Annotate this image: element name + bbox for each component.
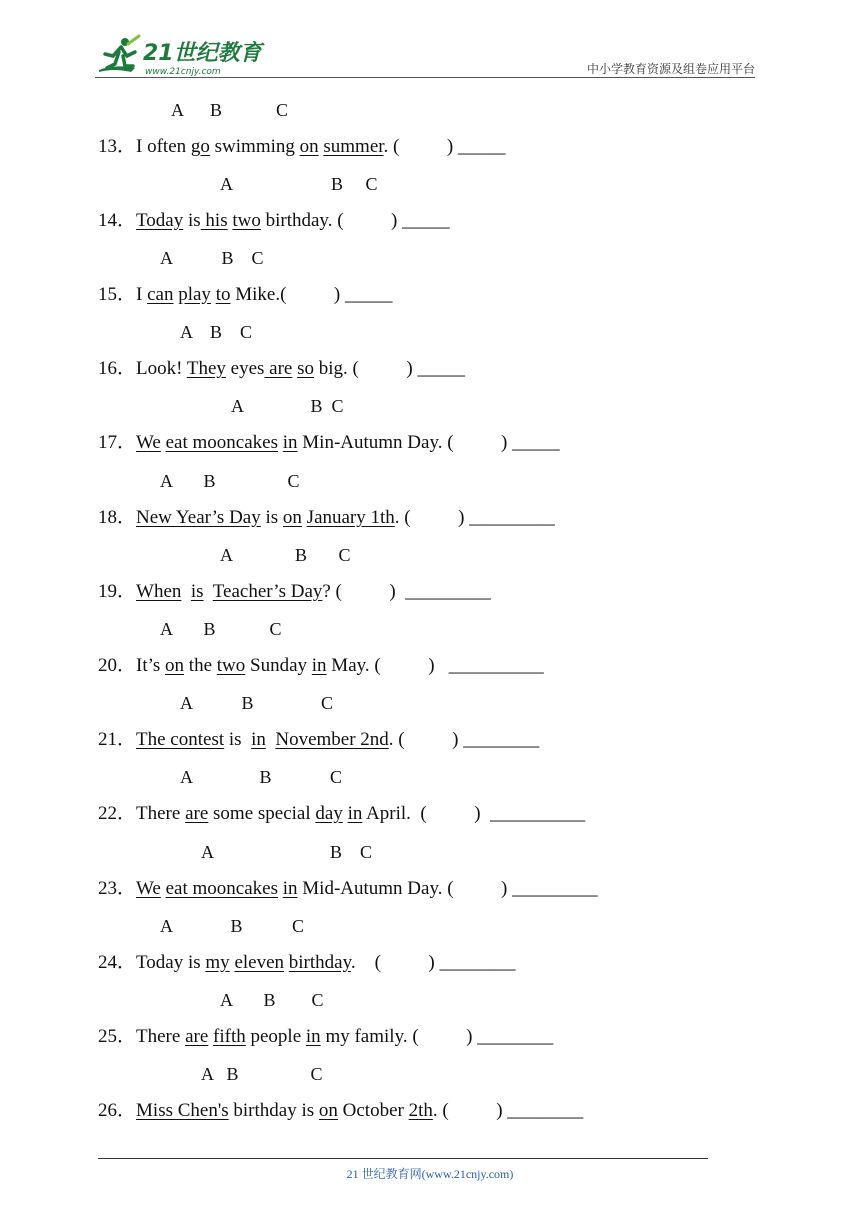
question-text: October bbox=[337, 1100, 409, 1121]
underlined-word: are bbox=[185, 803, 209, 824]
logo-subtext: www.21cnjy.com bbox=[145, 67, 221, 77]
question-line bbox=[98, 803, 585, 825]
question-line bbox=[98, 358, 465, 380]
question-text: some special bbox=[208, 803, 316, 824]
option-letters: A B C bbox=[220, 990, 324, 1010]
question-text: Min-Autumn Day. ( ) _____ bbox=[297, 432, 560, 453]
underlined-word: When bbox=[136, 581, 182, 602]
question-line bbox=[98, 952, 516, 974]
question-text: . ( ) ________ bbox=[388, 729, 540, 750]
question-text: my family. ( ) ________ bbox=[320, 1026, 554, 1047]
underlined-word: is bbox=[190, 581, 204, 602]
underlined-word: eat mooncakes bbox=[165, 878, 278, 899]
question-text: ? ( ) _________ bbox=[322, 581, 491, 602]
question-number: 24． bbox=[98, 952, 137, 973]
underlined-word: in bbox=[311, 655, 327, 676]
question-number: 23． bbox=[98, 878, 137, 899]
question-text bbox=[204, 581, 213, 602]
question-text: I often bbox=[136, 136, 191, 157]
question-text: There bbox=[136, 1026, 186, 1047]
option-letters: A B C bbox=[220, 174, 378, 194]
option-letters: A B C bbox=[160, 619, 282, 639]
question-text: Look! bbox=[136, 358, 187, 379]
option-letters: A B C bbox=[180, 693, 334, 713]
underlined-word: Today bbox=[136, 210, 184, 231]
question-text: April. ( ) __________ bbox=[362, 803, 586, 824]
question-text: Today is bbox=[136, 952, 206, 973]
question-text: birthday is bbox=[228, 1100, 319, 1121]
question-line bbox=[98, 581, 491, 603]
underlined-word: to bbox=[215, 284, 231, 305]
question-line bbox=[98, 284, 392, 306]
header-divider bbox=[95, 77, 755, 78]
underlined-word: Teacher’s Day bbox=[212, 581, 323, 602]
logo bbox=[95, 34, 265, 78]
question-number: 17． bbox=[98, 432, 137, 453]
footer-text: 21 世纪教育网(www.21cnjy.com) bbox=[346, 1167, 514, 1181]
question-text: Mid-Autumn Day. ( ) _________ bbox=[297, 878, 598, 899]
underlined-word: go bbox=[190, 136, 210, 157]
question-text: birthday. ( ) _____ bbox=[260, 210, 450, 231]
underlined-word: in bbox=[347, 803, 363, 824]
underlined-word: in bbox=[305, 1026, 321, 1047]
question-number: 25． bbox=[98, 1026, 137, 1047]
underlined-word: January 1th bbox=[306, 507, 395, 528]
question-text: eyes bbox=[225, 358, 265, 379]
question-text bbox=[181, 581, 191, 602]
underlined-word: Miss Chen's bbox=[136, 1100, 229, 1121]
underlined-word: can bbox=[147, 284, 174, 305]
underlined-word: my bbox=[205, 952, 230, 973]
underlined-word: eleven bbox=[234, 952, 285, 973]
question-text: is bbox=[183, 210, 201, 231]
question-text: big. ( ) _____ bbox=[314, 358, 465, 379]
underlined-word: November 2nd bbox=[275, 729, 389, 750]
underlined-word: 2th bbox=[408, 1100, 433, 1121]
question-text: I bbox=[136, 284, 148, 305]
underlined-word: We bbox=[136, 432, 161, 453]
question-text: the bbox=[184, 655, 217, 676]
underlined-word: eat mooncakes bbox=[165, 432, 278, 453]
underlined-word: The contest bbox=[136, 729, 225, 750]
question-text: swimming bbox=[209, 136, 300, 157]
header-platform-text: 中小学教育资源及组卷应用平台 bbox=[586, 62, 755, 76]
option-letters: A B C bbox=[201, 1064, 323, 1084]
underlined-word: so bbox=[297, 358, 315, 379]
question-line bbox=[98, 1100, 583, 1122]
question-number: 14． bbox=[98, 210, 137, 231]
underlined-word: They bbox=[186, 358, 226, 379]
page-header bbox=[95, 30, 755, 78]
underlined-word: are bbox=[185, 1026, 209, 1047]
logo-text: 21世纪教育 bbox=[143, 41, 262, 66]
option-letters: A B C bbox=[160, 471, 300, 491]
question-text: . ( ) ________ bbox=[432, 1100, 584, 1121]
underlined-word: two bbox=[232, 210, 261, 231]
underlined-word: We bbox=[136, 878, 161, 899]
underlined-word: fifth bbox=[213, 1026, 246, 1047]
question-line bbox=[98, 729, 539, 751]
underlined-word: on bbox=[282, 507, 302, 528]
underlined-word: day bbox=[315, 803, 343, 824]
question-number: 15． bbox=[98, 284, 137, 305]
option-letters: A B C bbox=[201, 842, 373, 862]
question-text: . ( ) _________ bbox=[394, 507, 555, 528]
question-line bbox=[98, 1026, 553, 1048]
question-text: . ( ) ________ bbox=[350, 952, 516, 973]
question-line bbox=[98, 432, 560, 454]
question-text: May. ( ) __________ bbox=[326, 655, 544, 676]
option-letters: A B C bbox=[231, 396, 344, 416]
question-number: 20． bbox=[98, 655, 137, 676]
underlined-word: in bbox=[282, 432, 298, 453]
underlined-word: on bbox=[318, 1100, 338, 1121]
underlined-word: New Year’s Day bbox=[136, 507, 261, 528]
runner-logo-icon bbox=[95, 34, 265, 78]
underlined-word: in bbox=[282, 878, 298, 899]
underlined-word: in bbox=[251, 729, 266, 750]
question-text: Sunday bbox=[245, 655, 312, 676]
question-number: 18． bbox=[98, 507, 137, 528]
question-number: 13． bbox=[98, 136, 137, 157]
underlined-word: are bbox=[264, 358, 293, 379]
option-letters: A B C bbox=[220, 545, 351, 565]
question-number: 22． bbox=[98, 803, 137, 824]
question-text: . ( ) _____ bbox=[383, 136, 506, 157]
option-letters: A B C bbox=[160, 248, 264, 268]
question-text: It’s bbox=[136, 655, 166, 676]
underlined-word: on bbox=[165, 655, 185, 676]
question-line bbox=[98, 655, 544, 677]
underlined-word: birthday bbox=[288, 952, 351, 973]
question-number: 16． bbox=[98, 358, 137, 379]
question-number: 19． bbox=[98, 581, 137, 602]
question-line bbox=[98, 507, 555, 529]
underlined-word: two bbox=[216, 655, 246, 676]
question-line bbox=[98, 136, 505, 158]
footer-divider bbox=[98, 1158, 708, 1159]
question-number: 21． bbox=[98, 729, 137, 750]
underlined-word: summer bbox=[323, 136, 384, 157]
question-text: is bbox=[260, 507, 283, 528]
question-text: There bbox=[136, 803, 186, 824]
option-letters: A B C bbox=[171, 100, 289, 120]
question-line bbox=[98, 210, 450, 232]
question-text bbox=[266, 729, 276, 750]
underlined-word: his bbox=[200, 210, 228, 231]
question-number: 26． bbox=[98, 1100, 137, 1121]
option-letters: A B C bbox=[180, 767, 343, 787]
underlined-word: play bbox=[178, 284, 211, 305]
question-text: people bbox=[245, 1026, 306, 1047]
underlined-word: on bbox=[299, 136, 319, 157]
option-letters: A B C bbox=[180, 322, 253, 342]
question-text: Mike.( ) _____ bbox=[230, 284, 393, 305]
question-text: is bbox=[224, 729, 252, 750]
question-line bbox=[98, 878, 598, 900]
option-letters: A B C bbox=[160, 916, 305, 936]
